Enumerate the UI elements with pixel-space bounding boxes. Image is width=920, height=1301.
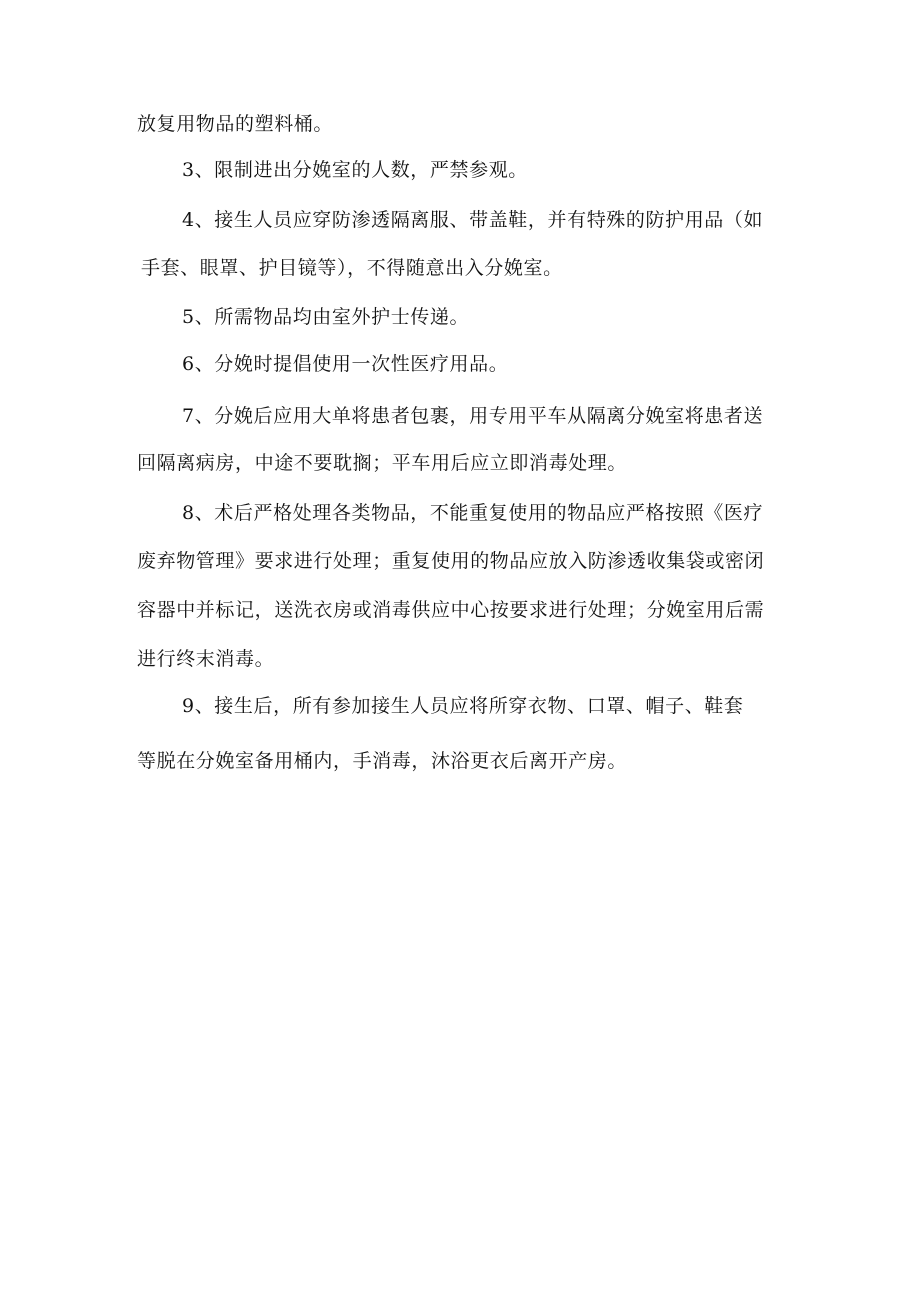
text-line-7: 7、分娩后应用大单将患者包裹，用专用平车从隔离分娩室将患者送 xyxy=(182,405,764,427)
text-line-10: 废弃物管理》要求进行处理；重复使用的物品应放入防渗透收集袋或密闭 xyxy=(137,550,765,572)
text-line-2: 3、限制进出分娩室的人数，严禁参观。 xyxy=(182,159,528,181)
text-line-13: 9、接生后，所有参加接生人员应将所穿衣物、口罩、帽子、鞋套 xyxy=(182,695,744,717)
text-line-3: 4、接生人员应穿防渗透隔离服、带盖鞋，并有特殊的防护用品（如 xyxy=(182,209,764,231)
text-line-11: 容器中并标记，送洗衣房或消毒供应中心按要求进行处理；分娩室用后需 xyxy=(137,599,765,621)
text-line-5: 5、所需物品均由室外护士传递。 xyxy=(182,306,470,328)
text-line-12: 进行终末消毒。 xyxy=(137,648,275,670)
text-line-1: 放复用物品的塑料桶。 xyxy=(137,113,334,135)
text-line-6: 6、分娩时提倡使用一次性医疗用品。 xyxy=(182,353,509,375)
text-line-4: 手套、眼罩、护目镜等），不得随意出入分娩室。 xyxy=(141,257,563,279)
text-line-9: 8、术后严格处理各类物品，不能重复使用的物品应严格按照《医疗 xyxy=(182,502,764,524)
text-line-14: 等脱在分娩室备用桶内，手消毒，沐浴更衣后离开产房。 xyxy=(137,750,628,772)
text-line-8: 回隔离病房，中途不要耽搁；平车用后应立即消毒处理。 xyxy=(137,452,628,474)
